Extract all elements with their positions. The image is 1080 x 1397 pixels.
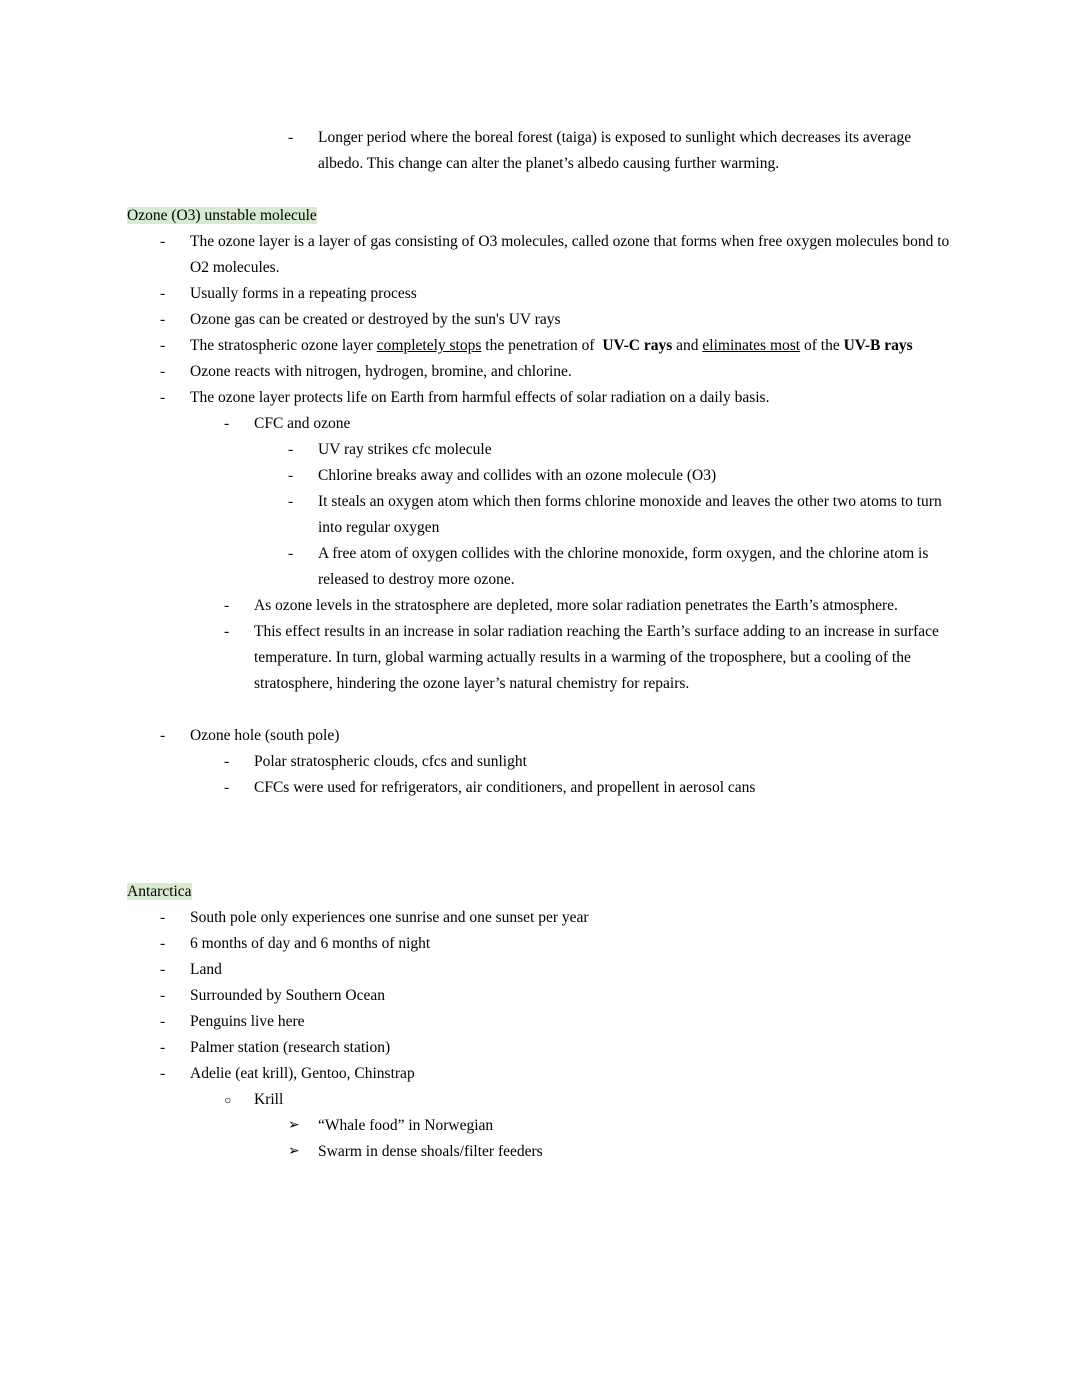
text-run: The ozone layer is a layer of gas consisting of O3 molecules, called ozone that forms when free oxygen molecules bond to O2 molecules. [190, 233, 954, 276]
text-run: UV ray strikes cfc molecule [318, 441, 492, 458]
bullet-marker: - [288, 467, 294, 484]
list-item [127, 385, 953, 411]
list-item-text [190, 281, 953, 307]
blank-line [127, 177, 953, 203]
text-run: Surrounded by Southern Ocean [190, 987, 385, 1004]
text-run: Usually forms in a repeating process [190, 285, 417, 302]
text-run: of the [800, 337, 844, 354]
text-run: Ozone gas can be created or destroyed by the sun's UV rays [190, 311, 561, 328]
list-item-text [190, 931, 953, 957]
bullet-marker: - [160, 935, 166, 952]
list-item-text [190, 957, 953, 983]
list-item [127, 411, 953, 437]
text-run: As ozone levels in the stratosphere are depleted, more solar radiation penetrates the Earth’s atmosphere. [254, 597, 898, 614]
list-item [127, 1139, 953, 1165]
text-run: South pole only experiences one sunrise and one sunset per year [190, 909, 589, 926]
bullet-marker: - [288, 441, 294, 458]
text-run: The stratospheric ozone layer [190, 337, 377, 354]
list-item [127, 593, 953, 619]
list-item [127, 619, 953, 697]
section-heading [127, 879, 953, 905]
list-item [127, 541, 953, 593]
list-item-text [190, 1009, 953, 1035]
bullet-marker: - [160, 987, 166, 1004]
list-item [127, 957, 953, 983]
text-run: Polar stratospheric clouds, cfcs and sunlight [254, 753, 527, 770]
text-run: A free atom of oxygen collides with the chlorine monoxide, form oxygen, and the chlorine atom is released to destroy more ozone. [318, 545, 933, 588]
list-item [127, 931, 953, 957]
bullet-marker: - [224, 779, 230, 796]
text-run: Land [190, 961, 222, 978]
list-item-text [254, 749, 953, 775]
text-run: the penetration of [481, 337, 603, 354]
bullet-marker: - [160, 337, 166, 354]
list-item [127, 983, 953, 1009]
bullet-marker: - [288, 545, 294, 562]
bullet-marker: - [160, 311, 166, 328]
bullet-marker: - [224, 753, 230, 770]
text-run: Adelie (eat krill), Gentoo, Chinstrap [190, 1065, 415, 1082]
bullet-marker: - [160, 285, 166, 302]
bullet-marker: - [160, 389, 166, 406]
bullet-marker: - [160, 233, 166, 250]
list-item-text [190, 229, 953, 281]
bullet-marker: ○ [224, 1093, 232, 1107]
list-item [127, 359, 953, 385]
list-item [127, 1113, 953, 1139]
list-item-text [190, 359, 953, 385]
list-item-text [190, 307, 953, 333]
text-run: Krill [254, 1091, 284, 1108]
text-run: CFCs were used for refrigerators, air conditioners, and propellent in aerosol cans [254, 779, 756, 796]
list-item [127, 437, 953, 463]
list-item-text [190, 385, 953, 411]
text-run: Longer period where the boreal forest (taiga) is exposed to sunlight which decreases its average albedo. This change can alter the planet’s albedo causing further warming. [318, 129, 915, 172]
list-item [127, 489, 953, 541]
bullet-marker: - [160, 363, 166, 380]
list-item [127, 1061, 953, 1087]
list-item-text [190, 333, 953, 359]
list-item [127, 463, 953, 489]
list-item [127, 1035, 953, 1061]
bullet-marker: - [160, 909, 166, 926]
bullet-marker: - [160, 1065, 166, 1082]
text-run: 6 months of day and 6 months of night [190, 935, 431, 952]
bullet-marker: - [160, 961, 166, 978]
text-run: Swarm in dense shoals/filter feeders [318, 1143, 543, 1160]
list-item-text [254, 775, 953, 801]
list-item-text [318, 489, 953, 541]
section-heading-text: Ozone (O3) unstable molecule [127, 207, 317, 224]
list-item [127, 1087, 953, 1113]
list-item-text [190, 723, 953, 749]
list-item-text [190, 905, 953, 931]
blank-line [127, 801, 953, 879]
text-run: completely stops [376, 337, 482, 354]
text-run: Ozone hole (south pole) [190, 727, 340, 744]
list-item-text [190, 1035, 953, 1061]
list-item-text [318, 437, 953, 463]
bullet-marker: - [160, 1039, 166, 1056]
list-item-text [318, 541, 953, 593]
blank-line [127, 697, 953, 723]
text-run: and [672, 337, 703, 354]
bullet-marker: ➢ [288, 1144, 300, 1159]
text-run: UV-C rays [602, 337, 673, 354]
text-run: Chlorine breaks away and collides with an ozone molecule (O3) [318, 467, 717, 484]
list-item [127, 307, 953, 333]
list-item-text [318, 1113, 953, 1139]
list-item [127, 229, 953, 281]
list-item-text [254, 619, 953, 697]
list-item [127, 749, 953, 775]
list-item-text [318, 125, 953, 177]
list-item-text [190, 1061, 953, 1087]
list-item [127, 905, 953, 931]
list-item-text [254, 411, 953, 437]
text-run: Penguins live here [190, 1013, 305, 1030]
bullet-marker: - [224, 597, 230, 614]
list-item-text [254, 593, 953, 619]
list-item [127, 125, 953, 177]
bullet-marker: ➢ [288, 1118, 300, 1133]
text-run: “Whale food” in Norwegian [318, 1117, 494, 1134]
bullet-marker: - [288, 129, 294, 146]
bullet-marker: - [288, 493, 294, 510]
bullet-marker: - [160, 1013, 166, 1030]
bullet-marker: - [224, 623, 230, 640]
text-run: eliminates most [702, 337, 801, 354]
list-item-text [190, 983, 953, 1009]
list-item [127, 333, 953, 359]
bullet-marker: - [160, 727, 166, 744]
list-item [127, 775, 953, 801]
list-item-text [318, 1139, 953, 1165]
section-heading [127, 203, 953, 229]
text-run: It steals an oxygen atom which then forms chlorine monoxide and leaves the other two atoms to turn into regular oxygen [318, 493, 946, 536]
text-run: This effect results in an increase in solar radiation reaching the Earth’s surface adding to an increase in surface temperature. In turn, global warming actually results in a warming of the troposphere, but a cooling of the stratosphere, hindering the ozone layer’s natural chemistry for repairs. [254, 623, 943, 692]
text-run: Ozone reacts with nitrogen, hydrogen, bromine, and chlorine. [190, 363, 572, 380]
bullet-marker: - [224, 415, 230, 432]
list-item [127, 723, 953, 749]
list-item-text [318, 463, 953, 489]
text-run: CFC and ozone [254, 415, 351, 432]
list-item-text [254, 1087, 953, 1113]
list-item [127, 1009, 953, 1035]
text-run: The ozone layer protects life on Earth from harmful effects of solar radiation on a daily basis. [190, 389, 770, 406]
text-run: UV-B rays [843, 337, 913, 354]
list-item [127, 281, 953, 307]
section-heading-text: Antarctica [127, 883, 192, 900]
text-run: Palmer station (research station) [190, 1039, 391, 1056]
